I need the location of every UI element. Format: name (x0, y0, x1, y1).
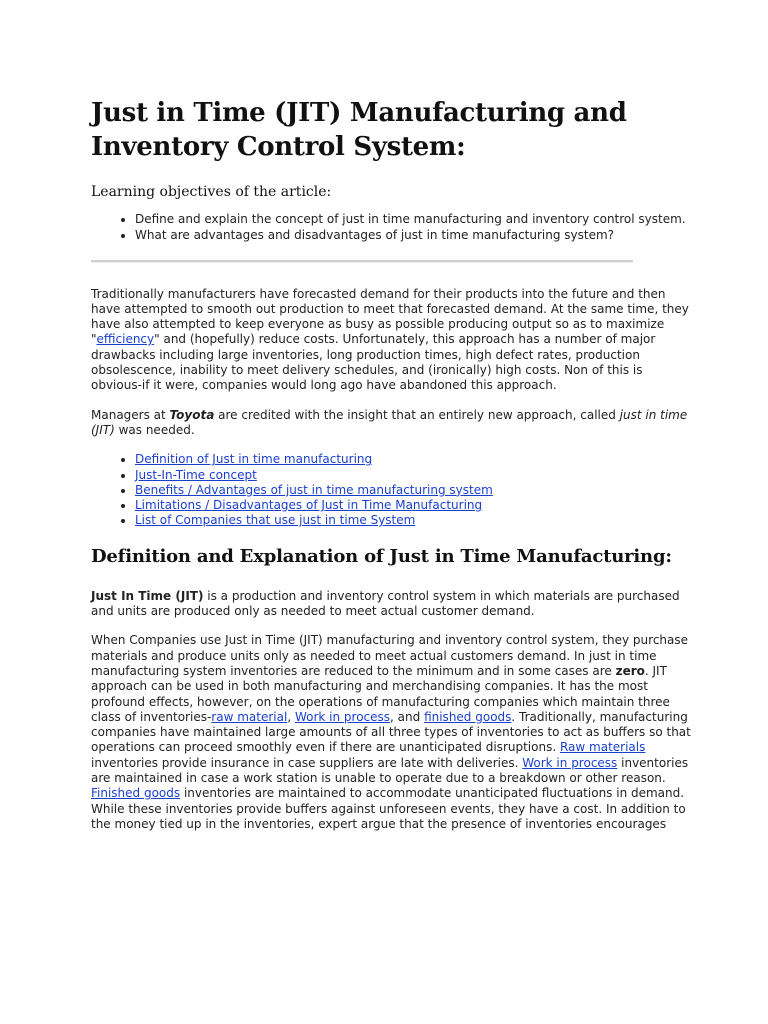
raw-materials-link[interactable]: Raw materials (559, 740, 646, 755)
horizontal-divider (91, 260, 633, 263)
objectives-heading: Learning objectives of the article: (91, 184, 332, 200)
work-in-process-link-2[interactable]: Work in process (522, 755, 618, 770)
objective-item: • What are advantages and disadvantages of just in time manufacturing system? (135, 228, 691, 243)
article-title: Just in Time (JIT) Manufacturing and Inventory Control System: (91, 98, 627, 162)
work-in-process-link[interactable]: Work in process (294, 709, 391, 724)
raw-material-link[interactable]: raw material (211, 709, 288, 724)
toyota-text: are credited with the insight that an entirely new approach, called (214, 407, 620, 422)
body-paragraph (91, 633, 691, 832)
body-text: inventories are maintained to accommodate unanticipated fluctuations in demand. While these inventories provide buffers against unforeseen events, they have a cost. In addition to the money tied up in the inventories, expert argue that the presence of inventories encourages (91, 786, 686, 831)
definition-term: Just In Time (JIT) (91, 588, 204, 603)
toc-item (135, 452, 691, 467)
toc-link-definition[interactable]: Definition of Just in time manufacturing (135, 452, 373, 467)
toc-link-limitations[interactable]: Limitations / Disadvantages of Just in Time Manufacturing (135, 498, 483, 513)
intro-text: Traditionally manufacturers have forecasted demand for their products into the future and then have attempted to smooth out production to meet that forecasted demand. At the same time, they have also attempted to keep everyone as busy as possible producing output so as to maximize " (91, 286, 689, 347)
body-text: , and (390, 709, 425, 724)
toc-link-concept[interactable]: Just-In-Time concept (135, 467, 257, 482)
toyota-name: Toyota (169, 407, 215, 422)
table-of-contents (91, 452, 691, 528)
article-content (91, 96, 691, 846)
toc-link-benefits[interactable]: Benefits / Advantages of just in time manufacturing system (135, 482, 493, 497)
toyota-text: Managers at (91, 407, 170, 422)
intro-text: " and (hopefully) reduce costs. Unfortunately, this approach has a number of major drawbacks including large inventories, long production times, high defect rates, production obsolescence, inability to meet delivery schedules, and (ironically) high costs. Non of this is obvious-if it were, companies would long ago have abandoned this approach. (91, 332, 656, 393)
body-text: inventories are maintained in case a work station is unable to operate due to a breakdown or other reason. (91, 755, 689, 786)
body-text: inventories provide insurance in case suppliers are late with deliveries. (91, 755, 523, 770)
finished-goods-link[interactable]: finished goods (424, 709, 512, 724)
intro-paragraph (91, 287, 691, 394)
toyota-paragraph (91, 408, 691, 439)
toyota-text: was needed. (114, 422, 195, 437)
toc-item (135, 468, 691, 483)
objectives-list (91, 212, 691, 244)
definition-paragraph (91, 589, 691, 620)
toc-item (135, 513, 691, 528)
jit-term: just in time (JIT) (91, 407, 688, 437)
toc-item (135, 498, 691, 513)
body-text: , (287, 709, 295, 724)
toc-link-companies[interactable]: List of Companies that use just in time System (135, 513, 416, 528)
section-heading: Definition and Explanation of Just in Time Manufacturing: (91, 545, 672, 567)
body-text: . Traditionally, manufacturing companies have maintained large amounts of all three types of inventories to act as buffers so that operations can proceed smoothly even if there are unanticipated disruptions. (91, 709, 691, 755)
efficiency-link[interactable]: efficiency (96, 332, 155, 347)
finished-goods-link-2[interactable]: Finished goods (91, 786, 181, 801)
objective-item: • Define and explain the concept of just in time manufacturing and inventory control system. (135, 212, 691, 227)
body-text: When Companies use Just in Time (JIT) manufacturing and inventory control system, they purchase materials and produce units only as needed to meet actual customers demand. In just in time manufacturing system inventories are reduced to the minimum and in some cases are (91, 633, 689, 678)
zero-emphasis: zero (615, 663, 645, 678)
definition-text: is a production and inventory control system in which materials are purchased and units are produced only as needed to meet actual customer demand. (91, 588, 680, 619)
body-text: . JIT approach can be used in both manufacturing and merchandising companies. It has the most profound effects, however, on the operations of manufacturing companies which maintain three class of inventories- (91, 663, 670, 724)
toc-item (135, 483, 691, 498)
